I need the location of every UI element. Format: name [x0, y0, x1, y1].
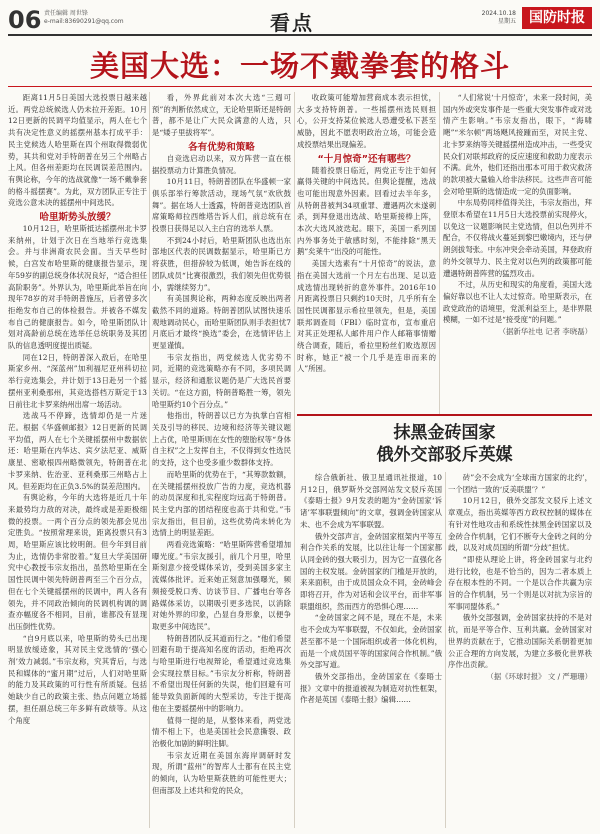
paragraph: 他指出，特朗普以已方为执掌白宫相关及引导的移民、边境和经济等关键议题上占优，哈里斯则在女性的堕胎权等“身体自主权”之上发挥自主，不仅得到女性选民的支持，这个也受多重少数群体支持。	[152, 411, 291, 468]
article1-column-4	[443, 92, 592, 414]
paragraph: 有舆论称，今年的大选将是近几十年来最势均力敌的对决，最终或是差距极细微的投票。一两个百分点的领先都会见出定胜负。“按照常理来说，距离投票只有3周，哈里斯应该比较明朗。但今年到目前为止，选情仍非常胶着。”复旦大学美国研究中心教授韦宗友指出，虽然哈里斯在全国性民调中领先特朗普两至三个百分点，但在七个关键摇摆州的民调中，两人各有领先，并不同政治倾向的民调机构调的调查亦幅度各不相同，目前，谁都没有显现出压倒性优势。	[8, 493, 147, 631]
issue-date: 2024.10.18	[481, 10, 516, 17]
header-rule	[8, 34, 592, 36]
paragraph: “自9月底以来，哈里斯的势头已出现明显放缓迹象，其对民主党选情的‘强心剂’效力减弱。”韦宗友称，究其背后，与选民和媒体的“蜜月期”过后，人们对哈里斯的能力及其政策的可行性有所质疑。包括她缺少自己的政策主张、热点问题立场摇摆，担任副总统三年多鲜有政绩等。从这个角度	[8, 633, 147, 725]
column-divider	[149, 92, 150, 828]
article2-column-1	[300, 472, 442, 828]
page-number: 06	[8, 6, 42, 34]
paragraph: “人们常说‘十月惊奇’，未来一段时间，美国内外或突发事件是一些重大突发事件或对选情产生影响。”韦宗友指出，眼下，“海啸飓”“米尔顿”两场飓风接踵而至，对民主党、北卡罗来纳等关键摇摆州造成冲击，一些受灾民众们对联邦政府的反应速度和救助力度表示不满。此外，他们还指出那本可用于救灾救济的款项被大量输入给非法移民。这些声音可能会对哈里斯的选情造成一定的负面影响。	[443, 93, 592, 196]
date-box	[482, 10, 516, 26]
paragraph: 自竞选启动以来，双方阵营一直在根据投票动力计算胜负情况。	[152, 153, 291, 175]
article2-column-2	[448, 472, 592, 828]
column-divider	[439, 92, 440, 414]
paragraph: 10月11日，特朗普团队在华盛顿一家俱乐部举行筹款活动，现场气氛“欢欣鼓舞”。据在场人士透露，特朗普竞选团队首席策略师拉西维塔告诉人们，前总统有在投票日获得足以入主白宫的选举人票。	[152, 177, 291, 234]
editor-info	[44, 10, 124, 26]
paragraph: 韦宗友近期在美国东海岸调研时发现，所谓“蓝州”的智库人士都有在民主党的倾向，认为哈里斯获胜的可能性更大；但南部及上述共和党的民众，	[152, 750, 291, 795]
issue-weekday: 星期五	[497, 18, 516, 25]
paragraph: 两看竞选策略：“哈里斯阵营希望增加曝光度。”韦宗友援引，前几个月里，哈里斯刻意少接受媒体采访，受到美国多家主流媒体批评。近来她正刻意加强曝光，频频接受脱口秀、访谈节目、广播电台等各路媒体采访，以期吸引更多选民，以消除对她外界的印象，凸显自身形象，以便争取更多中间选民”。	[152, 540, 291, 631]
article2-headline-line1: 抹黑金砖国家	[393, 423, 496, 443]
paragraph: 不到24小时后，哈里斯团队也选出东部地区代表的民调数据显示，哈里斯已方将获胜，但措辞较为低调，她告诉在线的团队成员“比赛很激烈，我们领先但优势很小，需继续努力”。	[152, 235, 291, 292]
paragraph: 而哈里斯的优势在于，“其筹款数额，在关键摇摆州投放广告的力度，竞选机器的动员深度和扎实程度均远高于特朗普。民主党内部的团结程度也高于共和党。”韦宗友指出，但目前，这些优势尚未转化为选情上的明显差距。	[152, 469, 291, 538]
paragraph: 看，外界此前对本次大选“三週可预”的判断依然成立，无论哈里斯还是特朗普，都不是让广大民众满意的人选，只是“矮子里拔将军”。	[152, 93, 291, 138]
paragraph: 砖”会不会成为‘全球南方国家的北约’，一个团结一致的‘反美联盟’？”	[448, 473, 592, 494]
paragraph: 距离11月5日美国大选投票日越来越近。两党总统候选人仍未拉开差距。10月12日更新的民调平均值显示，两人在七个共有决定性意义的摇摆州基本打成平手：民主党候选人哈里斯在四个州取得微弱优势，其共和党对手特朗普在另三个州略占上风。但各州差距均在民调误差范围内。有舆论称，今年的选战就像“一场不戴拳套的格斗摇摆赛”。为此，双方团队正专注于竞选公意未决的摇摆州中间选民。	[8, 93, 147, 208]
main-headline: 美国大选：一场不戴拳套的格斗	[89, 49, 510, 83]
paragraph: 有美国舆论称，两种态度反映出两者截然不同的道路。特朗普团队试图快速乐观地调动民心，而哈里斯团队则手表担忧7月底后才最终“换选”委会，在选情评估上更显谨慎。	[152, 294, 291, 351]
paragraph: 选战马不停蹄，选情却仍是一片迷茫。根据《华盛顿邮报》12日更新的民调平均值，两人在七个关键摇摆州中数据依还：哈里斯在内华达、宾夕法尼亚、威斯康星、密歇根四州略微领先，特朗普在北卡罗来纳、佐治亚、亚利桑那三州略占上风。但差距均在正负3.5%的误差范围内。	[8, 411, 147, 491]
paragraph: 值得一提的是，从整体来看，两党选情不相上下，也是美国社会民意撕裂、政治极化加剧的鲜明注脚。	[152, 715, 291, 748]
paragraph: 俄外交部声言，金砖国家框架内平等互利合作关系的发展，比以往让每一个国家都认同金砖的强大吸引力，因为它一直强化各国的主权发展。金砖国家的门槛是开放的，来来面积，由于成员国众众不同，金砖峰会即将召开，作为对话和会议平台，而非军事联盟组织，然而西方的恐惧心理……	[300, 531, 442, 611]
paragraph: 中东局势同样值得关注，韦宗友指出，拜登原本希望在11月5日大选投票前实现停火，以免这一议题影响民主党选情，但以色列并不配合，不仅将战火蔓延到黎巴嫩境内，还与伊朗剑拔弩张。中东冲突会牵动美国，拜登政府的外交领导力、民主党对以色列的政策都可能遭遇特朗普阵营的猛烈攻击。	[443, 198, 592, 278]
paragraph: 综合俄新社、俄卫星通讯社报道，10月12日，俄罗斯外交部网站发文驳斥英国《泰晤士报》9月发表的题为“金砖国家‘诉诸’军事联盟倾向”的文章，强调金砖国家从未、也不会成为军事联盟。	[300, 473, 442, 529]
paragraph: 俄外交部强调，金砖国家扶持的不是对抗，而是平等合作、互利共赢。金砖国家对世界的贡献在于，它推动国际关系朝着更加公正合理的方向发展，为建立多极化世界秩序作出贡献。	[448, 613, 592, 670]
paragraph: 特朗普团队反其道而行之。“他们希望回避有助于提高知名度的活动，拒绝再次与哈里斯进行电视辩论，希望通过竞选集会实现拉票目标。”韦宗友分析称，特朗普不希望出现任何新的失误，他们回避有可能导致负面新闻的大型采访，专注于提高他在主要摇摆州中的影响力。	[152, 633, 291, 713]
subheading: “十月惊奇”还有哪些？	[317, 153, 416, 165]
editor-line: 责任编辑 周世锋	[44, 10, 88, 17]
subheading: 各有优势和策略	[188, 141, 255, 153]
column-divider	[294, 92, 295, 828]
article2-headline	[297, 422, 592, 466]
paragraph: 韦宗友指出，两党候选人优劣势不同，近期的竞选策略亦有不同，多项民调显示，经济和通胀议题仍是广大选民首要关切。“在这方面，特朗普略胜一筹，领先哈里斯约10个百分点。”	[152, 352, 291, 409]
article1-column-2	[152, 92, 291, 828]
paragraph: 10月12日，俄外交部发文驳斥上述文章观点，指出英媒等西方政权控制的媒体在有针对性地攻击和系统性抹黑金砖国家以及金砖合作机制，它们不断夸大金砖之间的分歧，以及对成员国的所谓“分歧”担忧。	[448, 496, 592, 553]
editor-email: e-mail:83690291@qq.com	[44, 18, 124, 25]
paragraph: 10月12日，哈里斯抵达摇摆州北卡罗来纳州，计划于次日在当地举行竞选集会。并与非洲裔农民会面。当天早些时候，白宫发布哈里斯的健康报告显示，现年59岁的副总统身体状况良好，“适合担任高阶职务”。外界认为，哈里斯此举旨在向现年78岁的对手特朗普施压，后者曾多次拒绝发布自己的体检报告。并被各不媒发布自己的健康报告。如今，哈里斯团队计划对高龄前总统在选举任总统职务及其团队的信息透明度提出质疑。	[8, 224, 147, 351]
paragraph: 随着投票日临近，两党正专注于如何赢得关键的中间选民。但舆论提醒，选战也可能出现意外因素。回看过去半年多，从特朗普被判34项重罪、遭遇两次未遂刺杀，到拜登退出选战、哈里斯接棒上阵，本次大选风波迭起。眼下，美国一系列国内外事务处于敏感时刻，不能排除“黑天鹅”矣莱牛“出没的可能性。	[297, 165, 436, 257]
byline: （据《环球时报》 文 / 严珊珊）	[486, 671, 592, 681]
paragraph: 不过，从历史和现实的角度看，美国大选偏好靠以也不让人太过惊奇。哈里斯表示，在政党政治的语境里，党派利益至上，是非界限模糊，一如不过是“接受度”的问题。”	[443, 280, 592, 325]
headline-rule	[8, 86, 592, 87]
paragraph: “金砖国家之间不是，现在不是，未来也不会成为军事联盟，不仅如此，金砖国家甚至都不是一个国际组织或者一体化机构，而是一个成员国平等的国家间合作机制。”俄外交部写道。	[300, 613, 442, 670]
section-title: 看点	[270, 11, 314, 35]
newspaper-masthead: 国防时报	[522, 7, 592, 29]
page-header	[8, 4, 592, 34]
article1-column-1	[8, 92, 147, 828]
paragraph: 俄外交部指出，金砖国家在《泰晤士报》文章中的报道被视为制造对抗性框架，作者是英国《泰晤士报》编辑……	[300, 671, 442, 705]
paragraph: 美国大选素有“十月惊奇”的说法，意指在美国大选前一个月左右出现、足以造成选情出现转折的意外事件。2016年10月距离投票日只剩约10天时，几乎所有全国性民调都显示希拉里领先，但是，美国联邦调查局（FBI）临时宣布，宣布重启对其正处理私人邮件用户作人邮箱事情赠绕合调查，随后，希拉里粉丝们败选原因时称，她正“被一个几乎是连串而来的人”所困。	[297, 259, 436, 374]
paragraph: 收政策可能增加营商成本表示担忧，大多支持特朗普。一些摇摆州选民则担心，公开支持某位候选人恐遭受私下甚至威胁，因此不愿表明政治立场，可能会造成投票结果出现偏差。	[297, 93, 436, 149]
article2-headline-line2: 俄外交部驳斥英媒	[376, 445, 513, 465]
article1-column-3	[297, 92, 436, 414]
paragraph: “即使从理论上讲，将金砖国家与北约进行比较，也是不恰当的，因为二者本质上存在根本性的不同。一个是以合作共赢为宗旨的合作机制，另一个则是以对抗为宗旨的军事同盟体系。”	[448, 554, 592, 611]
paragraph: 同在12日，特朗普深入敌后，在哈里斯家乡州、“深蓝州”加利福尼亚州科切拉举行竞选集会，并计划于13日赴另一个摇摆州亚利桑那州，其竞选搭档万斯定于13日前往北卡罗来纳州出席一场活动。	[8, 352, 147, 409]
subheading: 哈里斯势头放缓？	[39, 212, 116, 224]
byline: （据新华社电 记者 李晓磊）	[498, 327, 592, 337]
